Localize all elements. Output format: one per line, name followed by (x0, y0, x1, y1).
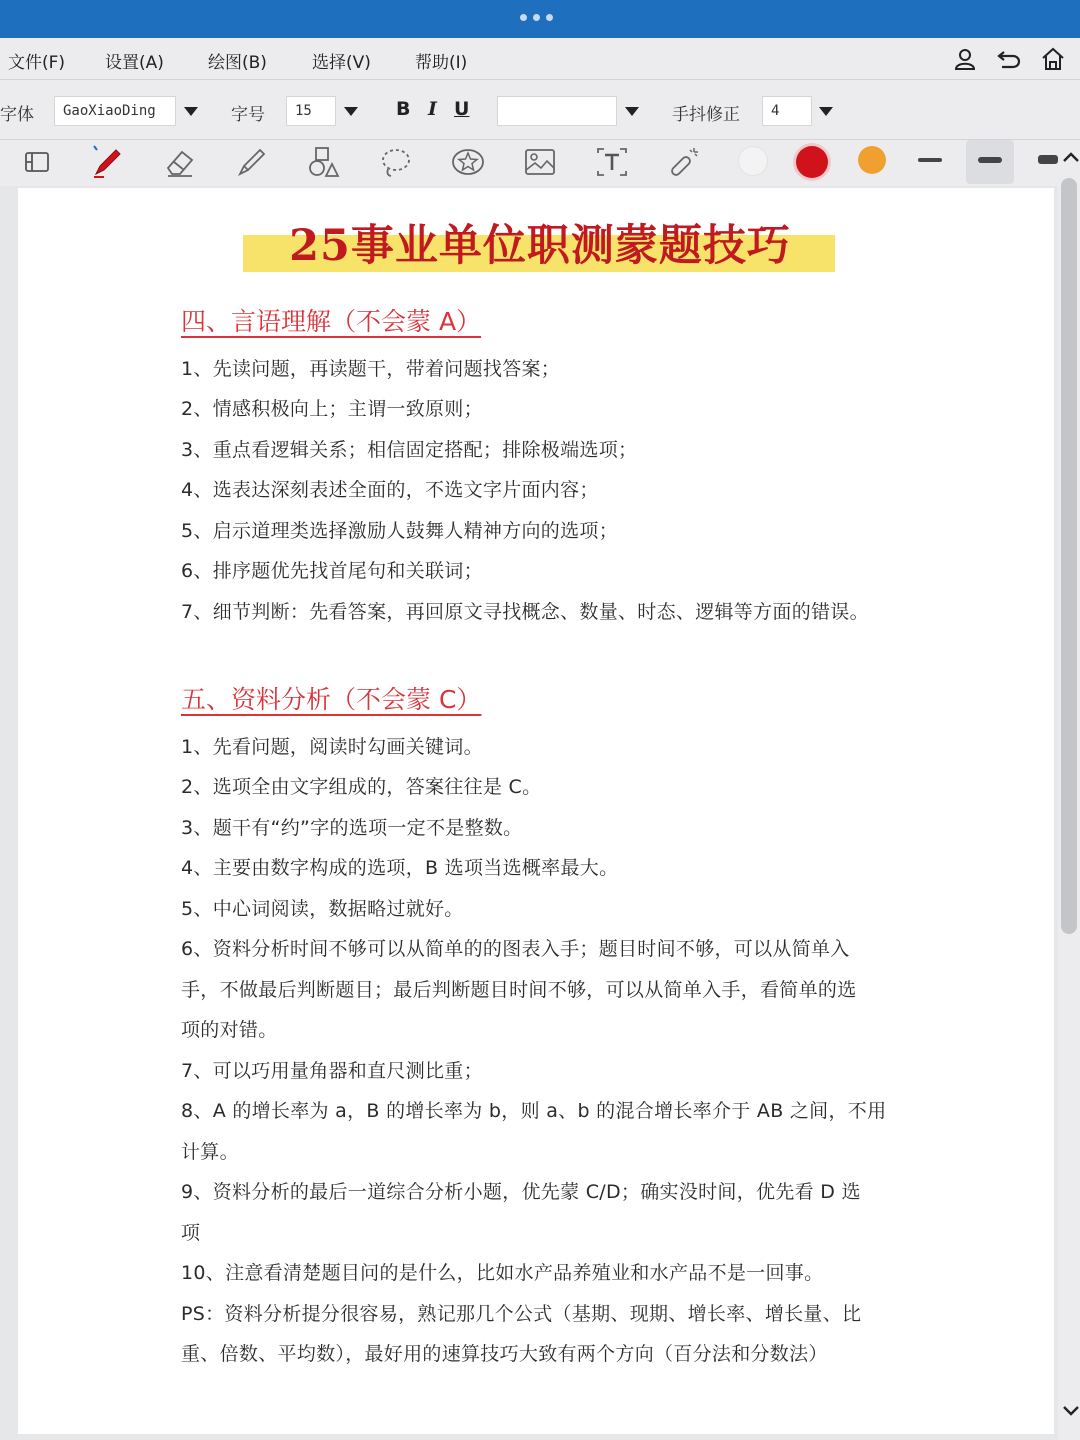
menu-draw[interactable]: 绘图(B) (208, 53, 267, 73)
section5-line: 项的对错。 (181, 1019, 278, 1041)
scroll-down-icon[interactable] (1062, 1404, 1080, 1418)
document-title: 25事业单位职测蒙题技巧 (289, 221, 791, 271)
section5-line: 9、资料分析的最后一道综合分析小题，优先蒙 C/D；确实没时间，优先看 D 选 (181, 1181, 861, 1203)
section5-heading: 五、资料分析（不会蒙 C） (181, 685, 482, 714)
section5-line: 手，不做最后判断题目；最后判断题目时间不够，可以从简单入手，看简单的选 (181, 979, 857, 1001)
scroll-thumb[interactable] (1061, 178, 1077, 934)
scroll-up-icon[interactable] (1062, 150, 1080, 164)
color-red-swatch[interactable] (796, 146, 828, 178)
font-dropdown-icon[interactable] (177, 96, 205, 126)
draw-toolbar (0, 140, 1080, 186)
menu-settings[interactable]: 设置(A) (105, 53, 164, 73)
font-label: 字体 (0, 105, 34, 125)
laser-pointer-icon[interactable] (664, 142, 704, 182)
section4-line: 4、选表达深刻表述全面的，不选文字片面内容； (181, 479, 599, 501)
section4-line: 6、排序题优先找首尾句和关联词； (181, 560, 483, 582)
size-dropdown-icon[interactable] (337, 96, 365, 126)
bold-button[interactable]: B (396, 98, 411, 120)
section4-line: 2、情感积极向上；主谓一致原则； (181, 398, 483, 420)
sticker-icon[interactable] (448, 142, 488, 182)
font-select[interactable]: GaoXiaoDing (54, 96, 176, 126)
eraser-icon[interactable] (160, 142, 200, 182)
size-select[interactable]: 15 (286, 96, 336, 126)
window-titlebar (0, 0, 1080, 38)
section5-line: 1、先看问题，阅读时勾画关键词。 (181, 736, 483, 758)
section4-line: 7、细节判断：先看答案，再回原文寻找概念、数量、时态、逻辑等方面的错误。 (181, 601, 869, 623)
section5-line: 7、可以巧用量角器和直尺测比重； (181, 1060, 483, 1082)
format-bar (0, 80, 1080, 140)
undo-icon[interactable] (996, 46, 1022, 72)
section5-line: 4、主要由数字构成的选项，B 选项当选概率最大。 (181, 857, 619, 879)
underline-button[interactable]: U (454, 98, 470, 120)
section5-line: 5、中心词阅读，数据略过就好。 (181, 898, 464, 920)
section4-line: 3、重点看逻辑关系；相信固定搭配；排除极端选项； (181, 439, 638, 461)
line-thin-option[interactable] (918, 158, 942, 162)
section5-line: 计算。 (181, 1141, 239, 1163)
image-icon[interactable] (520, 142, 560, 182)
lasso-icon[interactable] (376, 142, 416, 182)
line-medium-option[interactable] (978, 157, 1002, 163)
section5-line: 重、倍数、平均数），最好用的速算技巧大致有两个方向（百分法和分数法） (181, 1343, 828, 1365)
window-more-icon[interactable] (520, 14, 553, 21)
pen-icon[interactable] (88, 142, 128, 182)
section4-line: 5、启示道理类选择激励人鼓舞人精神方向的选项； (181, 520, 618, 542)
correction-select[interactable]: 4 (762, 96, 812, 126)
section5-line: PS：资料分析提分很容易，熟记那几个公式（基期、现期、增长率、增长量、比 (181, 1303, 862, 1325)
color-white-swatch[interactable] (738, 146, 768, 176)
section4-heading: 四、言语理解（不会蒙 A） (181, 307, 482, 336)
correction-label: 手抖修正 (672, 105, 740, 125)
section5-line: 8、A 的增长率为 a，B 的增长率为 b，则 a、b 的混合增长率介于 AB 之间，不用 (181, 1100, 887, 1122)
highlighter-icon[interactable] (232, 142, 272, 182)
user-icon[interactable] (952, 46, 978, 72)
section5-line: 3、题干有“约”字的选项一定不是整数。 (181, 817, 523, 839)
menu-select[interactable]: 选择(V) (312, 53, 371, 73)
color-select[interactable] (497, 96, 617, 126)
italic-button[interactable]: I (428, 98, 437, 120)
menu-bar (0, 38, 1080, 80)
section5-line: 10、注意看清楚题目问的是什么，比如水产品养殖业和水产品不是一回事。 (181, 1262, 824, 1284)
menu-file[interactable]: 文件(F) (8, 53, 66, 73)
color-orange-swatch[interactable] (858, 146, 886, 174)
section5-line: 项 (181, 1222, 201, 1244)
section4-line: 1、先读问题，再读题干，带着问题找答案； (181, 358, 561, 380)
color-dropdown-icon[interactable] (618, 96, 646, 126)
correction-dropdown-icon[interactable] (812, 96, 840, 126)
section5-line: 2、选项全由文字组成的，答案往往是 C。 (181, 776, 542, 798)
shapes-icon[interactable] (304, 142, 344, 182)
text-box-icon[interactable] (592, 142, 632, 182)
line-thick-option[interactable] (1038, 155, 1058, 164)
layout-icon[interactable] (16, 142, 56, 182)
section5-line: 6、资料分析时间不够可以从简单的的图表入手；题目时间不够，可以从简单入 (181, 938, 850, 960)
size-label: 字号 (231, 105, 265, 125)
home-icon[interactable] (1040, 46, 1066, 72)
menu-help[interactable]: 帮助(I) (415, 53, 468, 73)
